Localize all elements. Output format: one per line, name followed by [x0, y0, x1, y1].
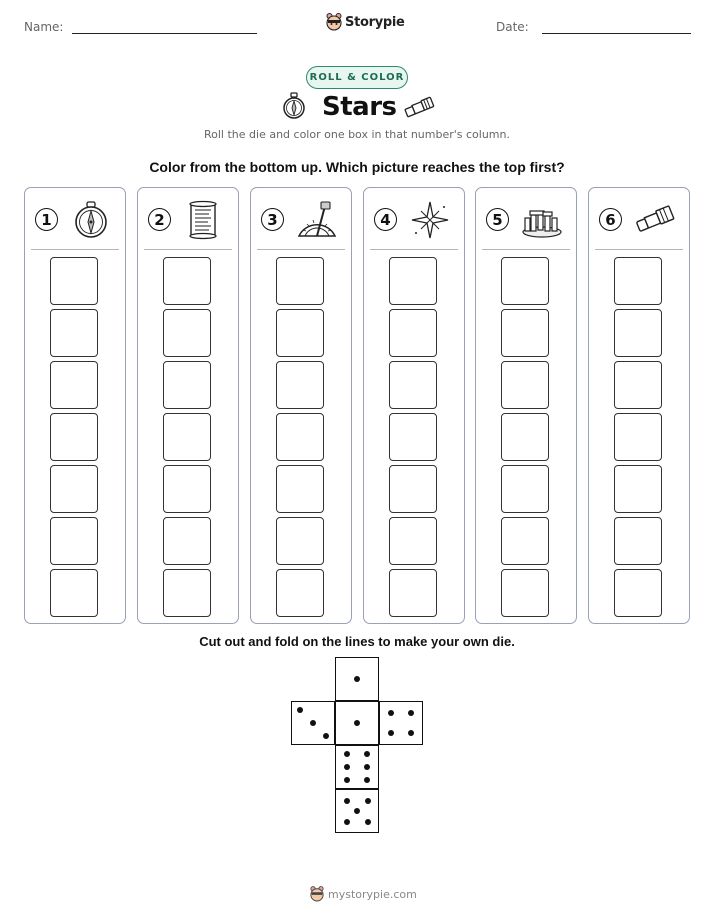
die-instruction: Cut out and fold on the lines to make your own die.: [199, 634, 515, 649]
color-box[interactable]: [163, 361, 211, 409]
color-box[interactable]: [501, 413, 549, 461]
pie-mascot-icon: [310, 886, 324, 902]
die-pip: [344, 751, 350, 757]
die-face-3: [291, 701, 335, 745]
color-box[interactable]: [614, 361, 662, 409]
telescope-icon: [633, 200, 677, 240]
color-box[interactable]: [501, 257, 549, 305]
color-box[interactable]: [163, 465, 211, 513]
column-1: [24, 187, 126, 624]
color-box[interactable]: [501, 517, 549, 565]
color-box[interactable]: [50, 361, 98, 409]
die-pip: [408, 710, 414, 716]
color-box[interactable]: [389, 569, 437, 617]
die-pip: [388, 710, 394, 716]
color-box[interactable]: [50, 413, 98, 461]
color-box[interactable]: [50, 569, 98, 617]
subtitle: Roll the die and color one box in that number's column.: [204, 128, 510, 141]
die-face-4: [379, 701, 423, 745]
game-instruction: Color from the bottom up. Which picture reaches the top first?: [149, 159, 565, 175]
die-pip: [364, 777, 370, 783]
die-face-1: [335, 657, 379, 701]
column-6: [588, 187, 690, 624]
die-pip: [310, 720, 316, 726]
die-pip: [344, 798, 350, 804]
compass-icon: [69, 200, 113, 240]
color-box[interactable]: [163, 517, 211, 565]
number-circle: 4: [374, 208, 397, 231]
number-circle: 1: [35, 208, 58, 231]
column-divider: [595, 249, 683, 250]
name-line[interactable]: [72, 33, 257, 34]
die-pip: [364, 764, 370, 770]
column-divider: [144, 249, 232, 250]
color-box[interactable]: [501, 309, 549, 357]
die-face-5: [335, 789, 379, 833]
column-5: [475, 187, 577, 624]
date-line[interactable]: [542, 33, 691, 34]
compass-icon: [282, 92, 306, 120]
color-box[interactable]: [614, 517, 662, 565]
die-pip: [354, 676, 360, 682]
die-pip: [344, 764, 350, 770]
number-circle: 3: [261, 208, 284, 231]
die-pip: [354, 808, 360, 814]
color-box[interactable]: [389, 257, 437, 305]
color-box[interactable]: [50, 465, 98, 513]
die-pip: [364, 751, 370, 757]
color-box[interactable]: [389, 517, 437, 565]
date-label: Date:: [496, 20, 529, 34]
color-box[interactable]: [276, 413, 324, 461]
footer: [310, 886, 417, 902]
pie-mascot-icon: [326, 13, 342, 31]
color-box[interactable]: [50, 309, 98, 357]
page-title: Stars: [322, 92, 397, 122]
telescope-icon: [402, 96, 436, 118]
name-label: Name:: [24, 20, 64, 34]
number-circle: 6: [599, 208, 622, 231]
column-divider: [370, 249, 458, 250]
star-chart-scroll-icon: [182, 200, 226, 240]
column-4: [363, 187, 465, 624]
color-box[interactable]: [389, 413, 437, 461]
die-pip: [408, 730, 414, 736]
number-circle: 2: [148, 208, 171, 231]
column-3: [250, 187, 352, 624]
color-box[interactable]: [163, 413, 211, 461]
north-star-icon: [408, 200, 452, 240]
color-box[interactable]: [276, 361, 324, 409]
die-pip: [365, 798, 371, 804]
color-box[interactable]: [389, 309, 437, 357]
column-divider: [31, 249, 119, 250]
color-box[interactable]: [163, 569, 211, 617]
color-box[interactable]: [614, 257, 662, 305]
die-face-6: [335, 745, 379, 789]
color-box[interactable]: [276, 517, 324, 565]
column-2: [137, 187, 239, 624]
color-box[interactable]: [276, 569, 324, 617]
brand-name: Storypie: [345, 14, 405, 30]
color-box[interactable]: [163, 257, 211, 305]
color-box[interactable]: [276, 309, 324, 357]
footer-url: mystorypie.com: [328, 887, 417, 901]
color-box[interactable]: [50, 517, 98, 565]
color-box[interactable]: [501, 361, 549, 409]
quadrant-icon: [295, 200, 339, 240]
die-pip: [344, 819, 350, 825]
die-face-1: [335, 701, 379, 745]
color-box[interactable]: [501, 465, 549, 513]
color-box[interactable]: [614, 465, 662, 513]
color-box[interactable]: [276, 257, 324, 305]
color-box[interactable]: [389, 465, 437, 513]
number-circle: 5: [486, 208, 509, 231]
die-pip: [323, 733, 329, 739]
column-divider: [482, 249, 570, 250]
column-divider: [257, 249, 345, 250]
stonehenge-icon: [520, 200, 564, 240]
color-box[interactable]: [163, 309, 211, 357]
color-box[interactable]: [389, 361, 437, 409]
color-box[interactable]: [50, 257, 98, 305]
color-box[interactable]: [614, 309, 662, 357]
brand-logo: [326, 13, 405, 31]
activity-badge: ROLL & COLOR: [306, 66, 408, 89]
die-pip: [344, 777, 350, 783]
die-pip: [297, 707, 303, 713]
color-box[interactable]: [276, 465, 324, 513]
die-pip: [388, 730, 394, 736]
color-box[interactable]: [614, 569, 662, 617]
die-pip: [354, 720, 360, 726]
color-box[interactable]: [501, 569, 549, 617]
die-pip: [365, 819, 371, 825]
color-box[interactable]: [614, 413, 662, 461]
